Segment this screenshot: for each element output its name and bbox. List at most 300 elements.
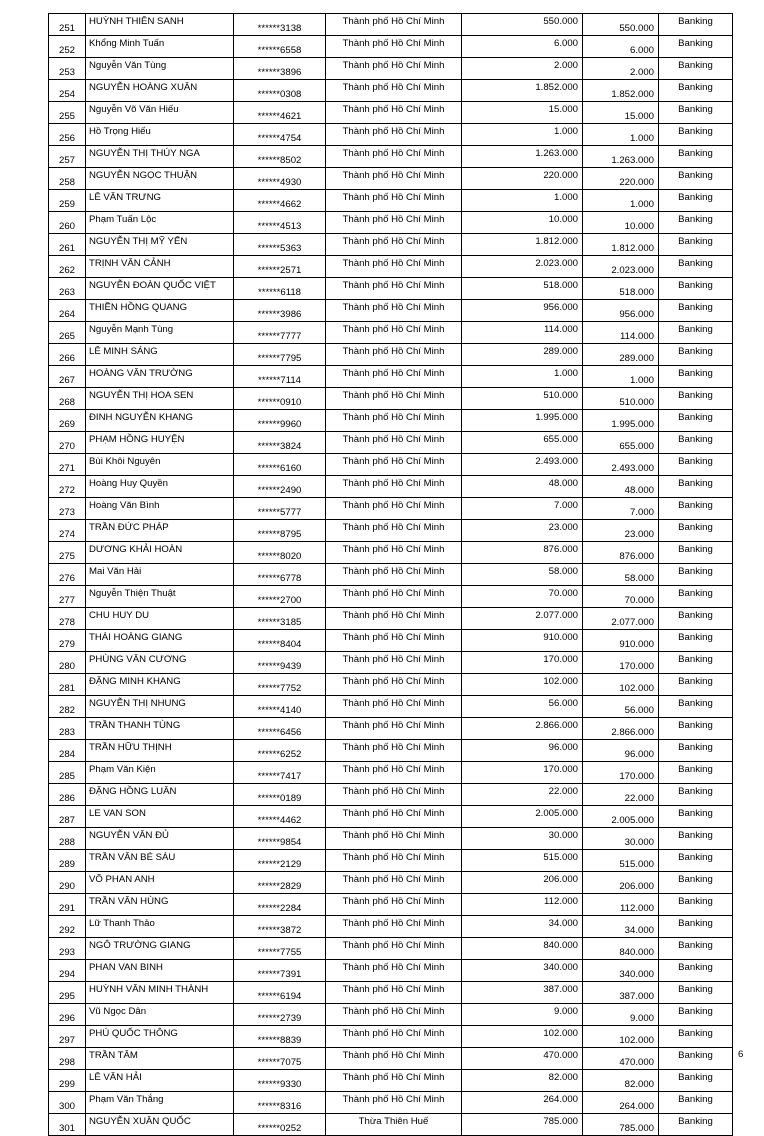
city-cell: Thành phố Hồ Chí Minh (326, 872, 462, 894)
donor-name-cell: Hoàng Huy Quyền (86, 476, 234, 498)
table-row (49, 608, 733, 630)
table-row (49, 498, 733, 520)
donor-name-cell: NGUYỄN ĐOÀN QUỐC VIỆT (86, 278, 234, 300)
row-number-cell: 300 (49, 1092, 86, 1114)
account-number-cell: ******4140 (234, 696, 326, 718)
city-cell: Thành phố Hồ Chí Minh (326, 190, 462, 212)
payment-method-cell: Banking (659, 190, 733, 212)
amount-total-cell: 876.000 (583, 542, 659, 564)
city-cell: Thành phố Hồ Chí Minh (326, 894, 462, 916)
city-cell: Thành phố Hồ Chí Minh (326, 586, 462, 608)
row-number-cell: 269 (49, 410, 86, 432)
row-number-cell: 253 (49, 58, 86, 80)
amount-total-cell: 56.000 (583, 696, 659, 718)
city-cell: Thành phố Hồ Chí Minh (326, 652, 462, 674)
city-cell: Thành phố Hồ Chí Minh (326, 234, 462, 256)
amount-cell: 23.000 (462, 520, 583, 542)
account-number-cell: ******3185 (234, 608, 326, 630)
table-row (49, 784, 733, 806)
city-cell: Thành phố Hồ Chí Minh (326, 674, 462, 696)
table-row (49, 58, 733, 80)
payment-method-cell: Banking (659, 696, 733, 718)
amount-cell: 112.000 (462, 894, 583, 916)
city-cell: Thành phố Hồ Chí Minh (326, 916, 462, 938)
amount-cell: 82.000 (462, 1070, 583, 1092)
donor-name-cell: NGUYỄN VĂN ĐỦ (86, 828, 234, 850)
city-cell: Thành phố Hồ Chí Minh (326, 36, 462, 58)
amount-total-cell: 1.995.000 (583, 410, 659, 432)
donor-name-cell: TRẦN VĂN HÙNG (86, 894, 234, 916)
amount-total-cell: 7.000 (583, 498, 659, 520)
amount-cell: 510.000 (462, 388, 583, 410)
amount-total-cell: 6.000 (583, 36, 659, 58)
row-number-cell: 274 (49, 520, 86, 542)
row-number-cell: 262 (49, 256, 86, 278)
city-cell: Thành phố Hồ Chí Minh (326, 1026, 462, 1048)
table-row (49, 1114, 733, 1136)
payment-method-cell: Banking (659, 828, 733, 850)
donor-name-cell: LÊ VĂN HẢI (86, 1070, 234, 1092)
amount-cell: 470.000 (462, 1048, 583, 1070)
payment-method-cell: Banking (659, 872, 733, 894)
donation-table-page (48, 13, 732, 1136)
amount-total-cell: 2.023.000 (583, 256, 659, 278)
donor-name-cell: NGUYỄN HOÀNG XUÂN (86, 80, 234, 102)
city-cell: Thành phố Hồ Chí Minh (326, 498, 462, 520)
table-row (49, 146, 733, 168)
amount-total-cell: 2.493.000 (583, 454, 659, 476)
table-row (49, 740, 733, 762)
account-number-cell: ******6160 (234, 454, 326, 476)
city-cell: Thành phố Hồ Chí Minh (326, 762, 462, 784)
table-row (49, 1026, 733, 1048)
city-cell: Thành phố Hồ Chí Minh (326, 982, 462, 1004)
account-number-cell: ******7795 (234, 344, 326, 366)
donor-name-cell: Hồ Trọng Hiếu (86, 124, 234, 146)
table-row (49, 828, 733, 850)
amount-cell: 6.000 (462, 36, 583, 58)
donor-name-cell: NGÔ TRƯỜNG GIANG (86, 938, 234, 960)
city-cell: Thành phố Hồ Chí Minh (326, 1092, 462, 1114)
amount-total-cell: 220.000 (583, 168, 659, 190)
payment-method-cell: Banking (659, 960, 733, 982)
city-cell: Thành phố Hồ Chí Minh (326, 938, 462, 960)
donor-name-cell: CHU HUY DU (86, 608, 234, 630)
amount-total-cell: 102.000 (583, 674, 659, 696)
amount-total-cell: 2.005.000 (583, 806, 659, 828)
row-number-cell: 270 (49, 432, 86, 454)
donor-name-cell: HUỲNH THIÊN SANH (86, 14, 234, 36)
table-row (49, 322, 733, 344)
amount-total-cell: 956.000 (583, 300, 659, 322)
amount-total-cell: 785.000 (583, 1114, 659, 1136)
account-number-cell: ******9960 (234, 410, 326, 432)
amount-cell: 655.000 (462, 432, 583, 454)
table-row (49, 168, 733, 190)
amount-cell: 289.000 (462, 344, 583, 366)
payment-method-cell: Banking (659, 762, 733, 784)
amount-total-cell: 30.000 (583, 828, 659, 850)
amount-total-cell: 170.000 (583, 762, 659, 784)
amount-total-cell: 289.000 (583, 344, 659, 366)
table-row (49, 432, 733, 454)
account-number-cell: ******6778 (234, 564, 326, 586)
payment-method-cell: Banking (659, 124, 733, 146)
row-number-cell: 260 (49, 212, 86, 234)
account-number-cell: ******4930 (234, 168, 326, 190)
city-cell: Thành phố Hồ Chí Minh (326, 564, 462, 586)
city-cell: Thành phố Hồ Chí Minh (326, 80, 462, 102)
row-number-cell: 296 (49, 1004, 86, 1026)
amount-cell: 96.000 (462, 740, 583, 762)
city-cell: Thành phố Hồ Chí Minh (326, 806, 462, 828)
amount-total-cell: 112.000 (583, 894, 659, 916)
payment-method-cell: Banking (659, 564, 733, 586)
donor-name-cell: NGUYỄN THỊ NHUNG (86, 696, 234, 718)
donor-name-cell: LÊ MINH SÁNG (86, 344, 234, 366)
row-number-cell: 256 (49, 124, 86, 146)
amount-cell: 2.000 (462, 58, 583, 80)
donor-name-cell: TRẦN VĂN BÉ SÁU (86, 850, 234, 872)
city-cell: Thành phố Hồ Chí Minh (326, 300, 462, 322)
payment-method-cell: Banking (659, 212, 733, 234)
account-number-cell: ******2571 (234, 256, 326, 278)
city-cell: Thành phố Hồ Chí Minh (326, 784, 462, 806)
city-cell: Thành phố Hồ Chí Minh (326, 146, 462, 168)
row-number-cell: 293 (49, 938, 86, 960)
account-number-cell: ******3824 (234, 432, 326, 454)
row-number-cell: 273 (49, 498, 86, 520)
city-cell: Thành phố Hồ Chí Minh (326, 740, 462, 762)
account-number-cell: ******7417 (234, 762, 326, 784)
donor-name-cell: HOÀNG VĂN TRƯỜNG (86, 366, 234, 388)
table-row (49, 1070, 733, 1092)
account-number-cell: ******9854 (234, 828, 326, 850)
amount-cell: 2.005.000 (462, 806, 583, 828)
table-row (49, 80, 733, 102)
city-cell: Thành phố Hồ Chí Minh (326, 14, 462, 36)
donor-name-cell: TRỊNH VĂN CẢNH (86, 256, 234, 278)
payment-method-cell: Banking (659, 1026, 733, 1048)
amount-cell: 1.000 (462, 124, 583, 146)
donor-name-cell: Vũ Ngọc Dân (86, 1004, 234, 1026)
payment-method-cell: Banking (659, 146, 733, 168)
donor-name-cell: Phạm Văn Kiện (86, 762, 234, 784)
account-number-cell: ******4754 (234, 124, 326, 146)
amount-cell: 22.000 (462, 784, 583, 806)
table-row (49, 630, 733, 652)
row-number-cell: 284 (49, 740, 86, 762)
account-number-cell: ******0308 (234, 80, 326, 102)
account-number-cell: ******6194 (234, 982, 326, 1004)
amount-cell: 58.000 (462, 564, 583, 586)
amount-cell: 2.023.000 (462, 256, 583, 278)
donor-name-cell: Hoàng Văn Bình (86, 498, 234, 520)
payment-method-cell: Banking (659, 300, 733, 322)
page-number: 6 (738, 1049, 744, 1060)
amount-cell: 956.000 (462, 300, 583, 322)
account-number-cell: ******7391 (234, 960, 326, 982)
amount-cell: 2.866.000 (462, 718, 583, 740)
account-number-cell: ******2700 (234, 586, 326, 608)
donor-name-cell: Bùi Khôi Nguyên (86, 454, 234, 476)
payment-method-cell: Banking (659, 410, 733, 432)
table-row (49, 564, 733, 586)
account-number-cell: ******2129 (234, 850, 326, 872)
payment-method-cell: Banking (659, 850, 733, 872)
amount-total-cell: 96.000 (583, 740, 659, 762)
donor-name-cell: NGUYỄN NGỌC THUẬN (86, 168, 234, 190)
amount-cell: 1.000 (462, 190, 583, 212)
row-number-cell: 254 (49, 80, 86, 102)
row-number-cell: 255 (49, 102, 86, 124)
payment-method-cell: Banking (659, 740, 733, 762)
payment-method-cell: Banking (659, 14, 733, 36)
city-cell: Thành phố Hồ Chí Minh (326, 1004, 462, 1026)
row-number-cell: 278 (49, 608, 86, 630)
city-cell: Thành phố Hồ Chí Minh (326, 410, 462, 432)
table-row (49, 982, 733, 1004)
donor-name-cell: PHÚ QUỐC THÔNG (86, 1026, 234, 1048)
account-number-cell: ******4621 (234, 102, 326, 124)
table-row (49, 916, 733, 938)
donor-name-cell: NGUYỄN THỊ MỸ YẾN (86, 234, 234, 256)
payment-method-cell: Banking (659, 432, 733, 454)
payment-method-cell: Banking (659, 256, 733, 278)
table-row (49, 388, 733, 410)
amount-cell: 220.000 (462, 168, 583, 190)
account-number-cell: ******0910 (234, 388, 326, 410)
city-cell: Thành phố Hồ Chí Minh (326, 696, 462, 718)
amount-total-cell: 387.000 (583, 982, 659, 1004)
donor-name-cell: Khổng Minh Tuấn (86, 36, 234, 58)
account-number-cell: ******7777 (234, 322, 326, 344)
amount-total-cell: 910.000 (583, 630, 659, 652)
donor-name-cell: Nguyễn Võ Văn Hiếu (86, 102, 234, 124)
city-cell: Thành phố Hồ Chí Minh (326, 388, 462, 410)
table-row (49, 1004, 733, 1026)
row-number-cell: 264 (49, 300, 86, 322)
payment-method-cell: Banking (659, 454, 733, 476)
amount-cell: 30.000 (462, 828, 583, 850)
row-number-cell: 286 (49, 784, 86, 806)
row-number-cell: 275 (49, 542, 86, 564)
donor-name-cell: Phạm Tuấn Lộc (86, 212, 234, 234)
account-number-cell: ******8839 (234, 1026, 326, 1048)
amount-total-cell: 34.000 (583, 916, 659, 938)
table-row (49, 476, 733, 498)
row-number-cell: 299 (49, 1070, 86, 1092)
amount-total-cell: 48.000 (583, 476, 659, 498)
row-number-cell: 252 (49, 36, 86, 58)
payment-method-cell: Banking (659, 916, 733, 938)
table-row (49, 1048, 733, 1070)
payment-method-cell: Banking (659, 476, 733, 498)
account-number-cell: ******4513 (234, 212, 326, 234)
account-number-cell: ******6558 (234, 36, 326, 58)
amount-cell: 264.000 (462, 1092, 583, 1114)
donor-name-cell: NGUYỄN THỊ HOA SEN (86, 388, 234, 410)
table-row (49, 190, 733, 212)
account-number-cell: ******9330 (234, 1070, 326, 1092)
amount-total-cell: 58.000 (583, 564, 659, 586)
row-number-cell: 281 (49, 674, 86, 696)
account-number-cell: ******8404 (234, 630, 326, 652)
payment-method-cell: Banking (659, 36, 733, 58)
row-number-cell: 266 (49, 344, 86, 366)
table-row (49, 454, 733, 476)
account-number-cell: ******6252 (234, 740, 326, 762)
amount-cell: 387.000 (462, 982, 583, 1004)
city-cell: Thành phố Hồ Chí Minh (326, 718, 462, 740)
donor-name-cell: THIỀN HỒNG QUANG (86, 300, 234, 322)
donor-name-cell: DƯƠNG KHẢI HOÀN (86, 542, 234, 564)
amount-total-cell: 1.000 (583, 366, 659, 388)
amount-total-cell: 1.000 (583, 190, 659, 212)
payment-method-cell: Banking (659, 168, 733, 190)
payment-method-cell: Banking (659, 784, 733, 806)
row-number-cell: 285 (49, 762, 86, 784)
donor-name-cell: Nguyễn Mạnh Tùng (86, 322, 234, 344)
donor-name-cell: TRẦN HỮU THỊNH (86, 740, 234, 762)
amount-cell: 1.263.000 (462, 146, 583, 168)
row-number-cell: 290 (49, 872, 86, 894)
table-row (49, 586, 733, 608)
table-row (49, 652, 733, 674)
row-number-cell: 251 (49, 14, 86, 36)
payment-method-cell: Banking (659, 674, 733, 696)
account-number-cell: ******6118 (234, 278, 326, 300)
row-number-cell: 263 (49, 278, 86, 300)
amount-total-cell: 170.000 (583, 652, 659, 674)
table-body (49, 14, 733, 1136)
amount-cell: 170.000 (462, 762, 583, 784)
amount-total-cell: 22.000 (583, 784, 659, 806)
payment-method-cell: Banking (659, 58, 733, 80)
payment-method-cell: Banking (659, 1092, 733, 1114)
amount-cell: 518.000 (462, 278, 583, 300)
amount-cell: 876.000 (462, 542, 583, 564)
account-number-cell: ******6456 (234, 718, 326, 740)
row-number-cell: 272 (49, 476, 86, 498)
table-row (49, 344, 733, 366)
row-number-cell: 297 (49, 1026, 86, 1048)
amount-total-cell: 1.000 (583, 124, 659, 146)
amount-total-cell: 82.000 (583, 1070, 659, 1092)
account-number-cell: ******3138 (234, 14, 326, 36)
table-row (49, 410, 733, 432)
account-number-cell: ******8316 (234, 1092, 326, 1114)
donor-name-cell: Mai Văn Hải (86, 564, 234, 586)
amount-total-cell: 510.000 (583, 388, 659, 410)
payment-method-cell: Banking (659, 806, 733, 828)
city-cell: Thành phố Hồ Chí Minh (326, 168, 462, 190)
city-cell: Thừa Thiên Huế (326, 1114, 462, 1136)
city-cell: Thành phố Hồ Chí Minh (326, 520, 462, 542)
payment-method-cell: Banking (659, 278, 733, 300)
amount-cell: 34.000 (462, 916, 583, 938)
account-number-cell: ******5363 (234, 234, 326, 256)
payment-method-cell: Banking (659, 718, 733, 740)
city-cell: Thành phố Hồ Chí Minh (326, 542, 462, 564)
account-number-cell: ******4662 (234, 190, 326, 212)
city-cell: Thành phố Hồ Chí Minh (326, 1048, 462, 1070)
table-row (49, 124, 733, 146)
row-number-cell: 301 (49, 1114, 86, 1136)
amount-total-cell: 518.000 (583, 278, 659, 300)
row-number-cell: 283 (49, 718, 86, 740)
amount-total-cell: 9.000 (583, 1004, 659, 1026)
account-number-cell: ******7075 (234, 1048, 326, 1070)
payment-method-cell: Banking (659, 520, 733, 542)
city-cell: Thành phố Hồ Chí Minh (326, 124, 462, 146)
payment-method-cell: Banking (659, 80, 733, 102)
payment-method-cell: Banking (659, 1004, 733, 1026)
row-number-cell: 261 (49, 234, 86, 256)
table-row (49, 674, 733, 696)
account-number-cell: ******2284 (234, 894, 326, 916)
row-number-cell: 257 (49, 146, 86, 168)
city-cell: Thành phố Hồ Chí Minh (326, 322, 462, 344)
amount-total-cell: 206.000 (583, 872, 659, 894)
donor-name-cell: TRẦN TÂM (86, 1048, 234, 1070)
account-number-cell: ******3896 (234, 58, 326, 80)
table-row (49, 542, 733, 564)
table-row (49, 366, 733, 388)
row-number-cell: 282 (49, 696, 86, 718)
payment-method-cell: Banking (659, 1048, 733, 1070)
amount-cell: 102.000 (462, 674, 583, 696)
city-cell: Thành phố Hồ Chí Minh (326, 344, 462, 366)
payment-method-cell: Banking (659, 652, 733, 674)
city-cell: Thành phố Hồ Chí Minh (326, 58, 462, 80)
city-cell: Thành phố Hồ Chí Minh (326, 630, 462, 652)
account-number-cell: ******8795 (234, 520, 326, 542)
donor-name-cell: TRẦN THANH TÙNG (86, 718, 234, 740)
donor-name-cell: Nguyễn Thiện Thuật (86, 586, 234, 608)
row-number-cell: 268 (49, 388, 86, 410)
table-row (49, 36, 733, 58)
amount-cell: 56.000 (462, 696, 583, 718)
table-row (49, 234, 733, 256)
donor-name-cell: Phạm Văn Thắng (86, 1092, 234, 1114)
amount-total-cell: 2.000 (583, 58, 659, 80)
account-number-cell: ******7755 (234, 938, 326, 960)
amount-total-cell: 1.812.000 (583, 234, 659, 256)
amount-cell: 550.000 (462, 14, 583, 36)
payment-method-cell: Banking (659, 498, 733, 520)
city-cell: Thành phố Hồ Chí Minh (326, 454, 462, 476)
payment-method-cell: Banking (659, 542, 733, 564)
donor-name-cell: PHÙNG VĂN CƯƠNG (86, 652, 234, 674)
amount-cell: 114.000 (462, 322, 583, 344)
table-row (49, 938, 733, 960)
city-cell: Thành phố Hồ Chí Minh (326, 212, 462, 234)
table-row (49, 520, 733, 542)
row-number-cell: 298 (49, 1048, 86, 1070)
amount-cell: 15.000 (462, 102, 583, 124)
payment-method-cell: Banking (659, 234, 733, 256)
table-row (49, 212, 733, 234)
table-row (49, 718, 733, 740)
row-number-cell: 280 (49, 652, 86, 674)
row-number-cell: 289 (49, 850, 86, 872)
city-cell: Thành phố Hồ Chí Minh (326, 476, 462, 498)
amount-cell: 7.000 (462, 498, 583, 520)
table-row (49, 278, 733, 300)
row-number-cell: 271 (49, 454, 86, 476)
amount-cell: 910.000 (462, 630, 583, 652)
